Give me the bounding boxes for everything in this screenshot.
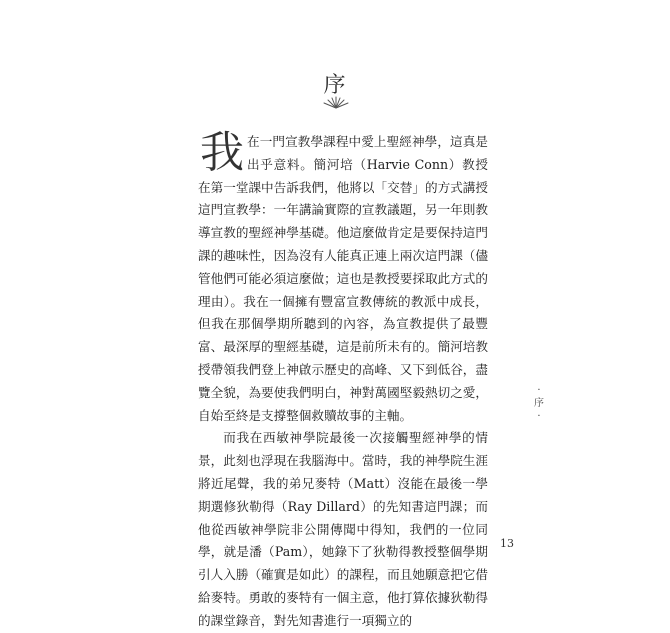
paragraph-1-text: 在一門宣教學課程中愛上聖經神學，這真是出乎意料。簡河培（Harvie Conn）教授在第一堂課中告訴我們，他將以「交替」的方式講授這門宣教學：一年講論實際的宣教議題，另一年則教導宣教的聖經神學基礎。他這麼做肯定是要保持這門課的趣味性，因為沒有人能真正連上兩次這門課（儘管他們可能必須這麼做；這也是教授要採取此方式的理由）。我在一個擁有豐富宣教傳統的教派中成長，但我在那個學期所聽到的內容，為宣教提供了最豐富、最深厚的聖經基礎，這是前所未有的。簡河培教授帶領我們登上神啟示歷史的高峰、又下到低谷，盡覽全貌，為要使我們明白，神對萬國堅毅熱切之愛，自始至終是支撐整個救贖故事的主軸。 [198,134,488,423]
side-dot-top: · [537,385,541,396]
paragraph-1 [198,127,488,427]
drop-cap: 我 [200,127,244,178]
section-title: 序 [323,73,347,98]
paragraph-2: 而我在西敏神學院最後一次接觸聖經神學的情景，此刻也浮現在我腦海中。當時，我的神學院生涯將近尾聲，我的弟兄麥特（Matt）沒能在最後一學期選修狄勒得（Ray Dillard）的先知書這門課；而他從西敏神學院非公開傳聞中得知，我們的一位同學，就是潘（Pam），她錄下了狄勒得教授整個學期引人入勝（確實是如此）的課程，而且她願意把它借給麥特。勇敢的麥特有一個主意，他打算依據狄勒得的課堂錄音，對先知書進行一項獨立的 [198,430,488,628]
body-text [198,127,488,633]
fan-ornament-icon [321,96,351,110]
running-section-label [532,384,546,423]
side-dot-bottom: · [537,411,541,422]
page-number: 13 [500,537,514,550]
side-label-text: 序 [534,398,544,409]
